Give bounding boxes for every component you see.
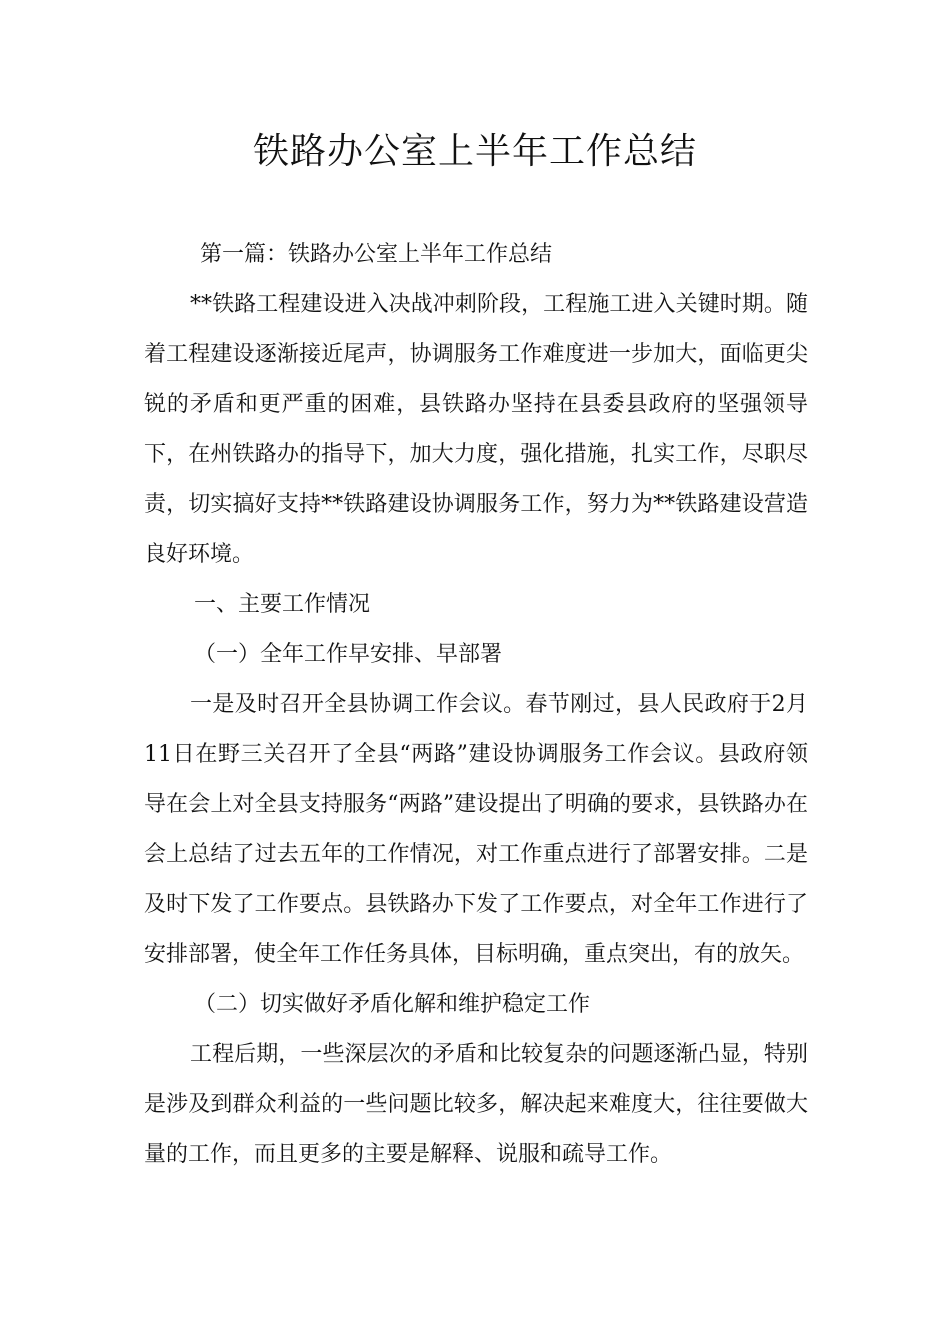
subsection-heading-conflict-resolution: （二）切实做好矛盾化解和维护稳定工作 xyxy=(194,992,591,1017)
document-body xyxy=(144,230,808,1180)
subsection-paragraph-early-arrangement: 一是及时召开全县协调工作会议。春节刚过，县人民政府于2月11日在野三关召开了全县“两路”建设协调服务工作会议。县政府领导在会上对全县支持服务“两路”建设提出了明确的要求，县铁路办在会上总结了过去五年的工作情况，对工作重点进行了部署安排。二是及时下发了工作要点。县铁路办下发了工作要点，对全年工作进行了安排部署，使全年工作任务具体，目标明确，重点突出，有的放矢。 xyxy=(144,692,808,967)
subsection-paragraph-conflict-resolution: 工程后期，一些深层次的矛盾和比较复杂的问题逐渐凸显，特别是涉及到群众利益的一些问题比较多，解决起来难度大，往往要做大量的工作，而且更多的主要是解释、说服和疏导工作。 xyxy=(144,1042,808,1167)
subsection-heading-early-arrangement: （一）全年工作早安排、早部署 xyxy=(194,642,503,667)
intro-paragraph: **铁路工程建设进入决战冲刺阶段，工程施工进入关键时期。随着工程建设逐渐接近尾声，协调服务工作难度进一步加大，面临更尖锐的矛盾和更严重的困难，县铁路办坚持在县委县政府的坚强领导下，在州铁路办的指导下，加大力度，强化措施，扎实工作，尽职尽责，切实搞好支持**铁路建设协调服务工作，努力为**铁路建设营造良好环境。 xyxy=(144,292,808,567)
article-subtitle: 第一篇：铁路办公室上半年工作总结 xyxy=(200,242,553,267)
document-title: 铁路办公室上半年工作总结 xyxy=(252,131,697,172)
section-heading-main-work: 一、主要工作情况 xyxy=(194,592,371,617)
